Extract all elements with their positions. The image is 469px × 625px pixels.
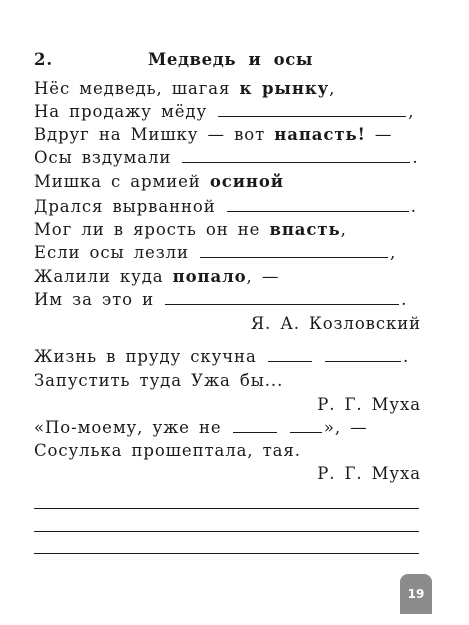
- text: Нёс медведь, шагая: [34, 79, 240, 98]
- poem1-line-2: На продажу мёду ,: [34, 102, 415, 121]
- text: Им за это и: [34, 290, 154, 309]
- bold-word: попало: [172, 267, 247, 286]
- text: Осы вздумали: [34, 148, 172, 167]
- writing-line[interactable]: [34, 508, 419, 509]
- poem3-line-2: Сосулька прошептала, тая.: [34, 441, 301, 460]
- poem1-author: Я. А. Козловский: [250, 314, 421, 333]
- bold-word: впасть: [269, 220, 341, 239]
- text: », —: [323, 418, 368, 437]
- answer-blank[interactable]: [290, 431, 322, 433]
- exercise-title: Медведь и осы: [148, 50, 314, 69]
- page-number: 19: [407, 587, 425, 601]
- poem1-line-5: [34, 172, 284, 192]
- text: Жизнь в пруду скучна: [34, 347, 257, 366]
- poem2-line-2: Запустить туда Ужа бы...: [34, 371, 284, 390]
- answer-blank[interactable]: [165, 303, 399, 305]
- writing-line[interactable]: [34, 531, 419, 532]
- writing-line[interactable]: [34, 553, 419, 554]
- text: На продажу мёду: [34, 102, 208, 121]
- bold-word: к рынку: [239, 79, 330, 98]
- text: Мог ли в ярость он не: [34, 220, 270, 239]
- answer-blank[interactable]: [233, 431, 277, 433]
- text: Жалили куда: [34, 267, 173, 286]
- text: Если осы лезли: [34, 243, 189, 262]
- exercise-number: 2.: [34, 50, 54, 69]
- poem1-line-9: [34, 267, 279, 287]
- text: Вдруг на Мишку — вот: [34, 125, 275, 144]
- answer-blank[interactable]: [268, 360, 312, 362]
- text: «По-моему, уже не: [34, 418, 222, 437]
- answer-blank[interactable]: [218, 115, 406, 117]
- poem1-line-10: Им за это и .: [34, 290, 408, 309]
- text: —: [365, 125, 393, 144]
- poem1-line-8: Если осы лезли ,: [34, 243, 397, 262]
- poem1-line-1: [34, 79, 335, 99]
- answer-blank[interactable]: [227, 210, 409, 212]
- answer-blank[interactable]: [182, 161, 410, 163]
- text: ,: [329, 79, 336, 98]
- poem3-line-1: [34, 418, 368, 438]
- poem3-author: Р. Г. Муха: [317, 464, 421, 483]
- text: Дрался вырванной: [34, 197, 216, 216]
- poem1-line-7: [34, 220, 347, 240]
- poem1-line-6: Дрался вырванной .: [34, 197, 417, 216]
- poem1-line-4: Осы вздумали .: [34, 148, 419, 167]
- poem2-author: Р. Г. Муха: [317, 395, 421, 414]
- answer-blank[interactable]: [200, 256, 388, 258]
- answer-blank[interactable]: [325, 360, 401, 362]
- bold-word: напасть!: [274, 125, 366, 144]
- poem1-line-3: [34, 125, 392, 145]
- page-number-tab: [400, 574, 432, 614]
- poem2-line-1: Жизнь в пруду скучна .: [34, 347, 410, 366]
- bold-word: осиной: [209, 172, 284, 191]
- text: , —: [246, 267, 280, 286]
- text: ,: [340, 220, 347, 239]
- text: Мишка с армией: [34, 172, 210, 191]
